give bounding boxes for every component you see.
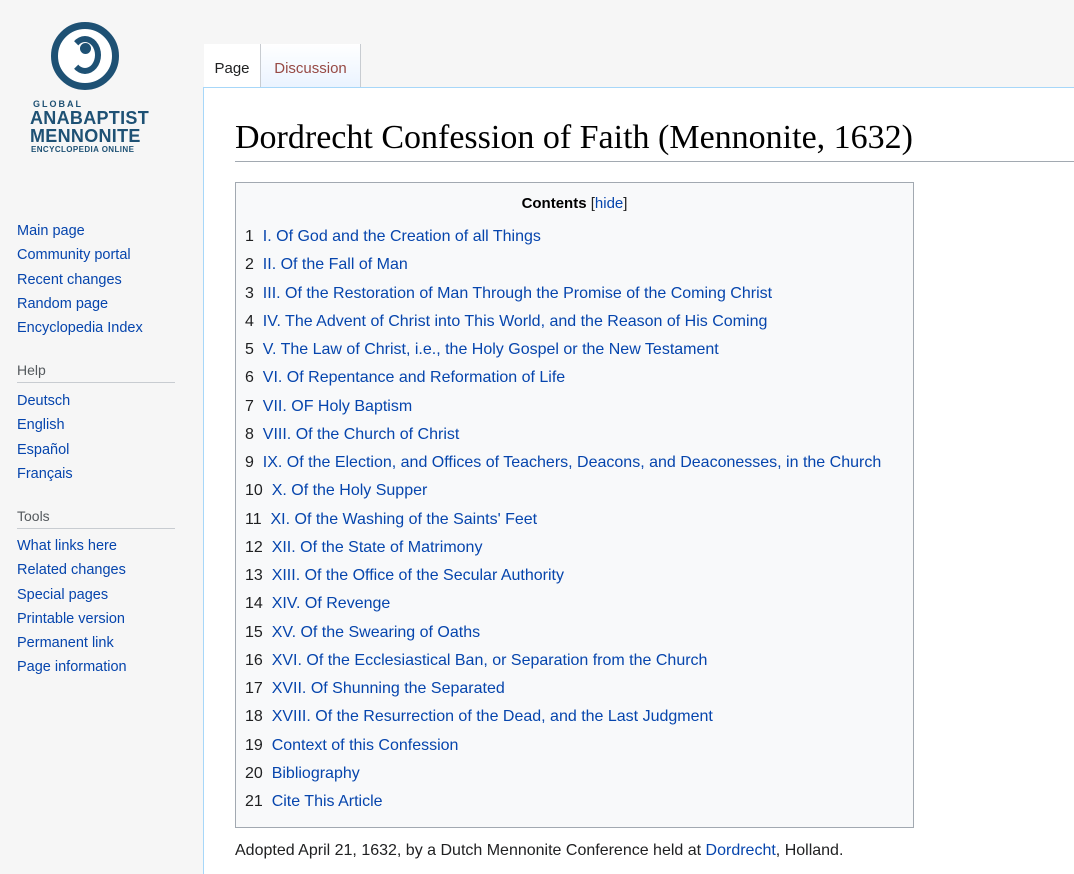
toc-item[interactable] xyxy=(245,562,881,590)
nav-encyclopedia-index[interactable]: Encyclopedia Index xyxy=(17,320,143,337)
nav-tools-heading: Tools xyxy=(17,508,175,529)
toc-item-link[interactable]: II. Of the Fall of Man xyxy=(262,256,408,274)
table-of-contents xyxy=(235,182,914,828)
nav-tools xyxy=(17,508,175,680)
toc-item-link[interactable]: XVI. Of the Ecclesiastical Ban, or Separation from the Church xyxy=(271,651,708,669)
nav-special-pages[interactable]: Special pages xyxy=(17,586,109,603)
nav-main-page[interactable]: Main page xyxy=(17,223,85,239)
toc-item-number: 3 xyxy=(245,284,254,302)
toc-item-number: 5 xyxy=(245,341,254,358)
logo-text-anabaptist: ANABAPTIST xyxy=(30,108,149,128)
toc-item[interactable] xyxy=(245,732,881,760)
nav-page-information[interactable]: Page information xyxy=(17,659,127,676)
toc-item-number: 21 xyxy=(245,793,263,810)
toc-item-link[interactable]: III. Of the Restoration of Man Through the Promise of the Coming Christ xyxy=(262,284,773,302)
toc-item-number: 1 xyxy=(245,228,254,245)
intro-text-before: Adopted April 21, 1632, by a Dutch Mennonite Conference held at xyxy=(235,842,706,859)
nav-related-changes[interactable]: Related changes xyxy=(17,562,126,579)
toc-item-link[interactable]: VII. OF Holy Baptism xyxy=(262,397,413,415)
toc-item-link[interactable]: IV. The Advent of Christ into This World, and the Reason of His Coming xyxy=(262,312,768,330)
toc-item-number: 14 xyxy=(245,595,263,613)
toc-item[interactable] xyxy=(245,223,881,251)
nav-random-page[interactable]: Random page xyxy=(17,295,109,312)
dordrecht-link[interactable]: Dordrecht xyxy=(705,842,776,859)
toc-item[interactable] xyxy=(245,421,881,449)
nav-what-links-here[interactable]: What links here xyxy=(17,538,117,554)
nav-community-portal[interactable]: Community portal xyxy=(17,247,131,264)
logo-spiral-icon xyxy=(69,36,101,74)
nav-main xyxy=(17,219,175,340)
toc-item-number: 12 xyxy=(245,538,263,556)
site-logo[interactable] xyxy=(28,22,160,162)
toc-bracket-open: [ xyxy=(590,195,595,212)
toc-item-link[interactable]: Cite This Article xyxy=(271,793,383,810)
logo-text-encyclopedia: ENCYCLOPEDIA ONLINE xyxy=(31,145,135,154)
toc-item-link[interactable]: Context of this Confession xyxy=(271,736,459,754)
toc-item-link[interactable]: XIV. Of Revenge xyxy=(271,595,391,613)
toc-item-number: 17 xyxy=(245,680,263,697)
toc-item-link[interactable]: XII. Of the State of Matrimony xyxy=(271,538,483,556)
tab-page[interactable]: Page xyxy=(204,44,261,88)
toc-item[interactable] xyxy=(245,251,881,279)
toc-item-number: 6 xyxy=(245,369,254,387)
nav-help-heading: Help xyxy=(17,362,175,383)
toc-item-link[interactable]: X. Of the Holy Supper xyxy=(271,482,428,500)
toc-item-number: 11 xyxy=(245,510,262,528)
toc-item[interactable] xyxy=(245,703,881,731)
toc-item-number: 20 xyxy=(245,764,263,782)
toc-item[interactable] xyxy=(245,449,881,477)
toc-item[interactable] xyxy=(245,760,881,788)
intro-paragraph xyxy=(235,842,843,860)
toc-item[interactable] xyxy=(245,308,881,336)
nav-recent-changes[interactable]: Recent changes xyxy=(17,271,122,288)
toc-item-number: 7 xyxy=(245,397,254,415)
page-title: Dordrecht Confession of Faith (Mennonite, 1632) xyxy=(235,119,1074,162)
toc-item[interactable] xyxy=(245,364,881,392)
nav-lang-espanol[interactable]: Español xyxy=(17,441,70,458)
content-area xyxy=(203,87,1074,874)
toc-item[interactable] xyxy=(245,336,881,364)
logo-text-global: GLOBAL xyxy=(33,99,83,109)
nav-lang-francais[interactable]: Français xyxy=(17,465,73,482)
toc-item-link[interactable]: IX. Of the Election, and Offices of Teachers, Deacons, and Deaconesses, in the Church xyxy=(262,454,882,471)
toc-item-link[interactable]: VIII. Of the Church of Christ xyxy=(262,425,460,443)
toc-hide-toggle[interactable]: hide xyxy=(594,195,624,212)
nav-help xyxy=(17,362,175,486)
toc-bracket-close: ] xyxy=(623,195,628,212)
toc-item-link[interactable]: XI. Of the Washing of the Saints' Feet xyxy=(270,510,538,528)
toc-item-link[interactable]: XVII. Of Shunning the Separated xyxy=(271,680,505,697)
toc-item[interactable] xyxy=(245,477,881,505)
toc-item-number: 10 xyxy=(245,482,263,500)
toc-item[interactable] xyxy=(245,506,881,534)
toc-item-number: 4 xyxy=(245,312,254,330)
toc-item[interactable] xyxy=(245,619,881,647)
toc-item-number: 9 xyxy=(245,454,254,471)
toc-item-link[interactable]: Bibliography xyxy=(271,764,360,782)
nav-printable-version[interactable]: Printable version xyxy=(17,610,125,627)
toc-item-number: 19 xyxy=(245,736,263,754)
toc-item[interactable] xyxy=(245,280,881,308)
toc-item-number: 8 xyxy=(245,425,254,443)
toc-item[interactable] xyxy=(245,647,881,675)
toc-item-link[interactable]: VI. Of Repentance and Reformation of Life xyxy=(262,369,566,387)
logo-text-mennonite: MENNONITE xyxy=(30,126,141,146)
logo-dove-icon xyxy=(80,43,91,54)
tab-discussion[interactable]: Discussion xyxy=(261,44,361,88)
toc-item[interactable] xyxy=(245,393,881,421)
toc-item-link[interactable]: XVIII. Of the Resurrection of the Dead, and the Last Judgment xyxy=(271,708,713,726)
toc-item-link[interactable]: XV. Of the Swearing of Oaths xyxy=(271,623,481,641)
toc-item[interactable] xyxy=(245,675,881,703)
toc-list xyxy=(245,223,881,816)
toc-item[interactable] xyxy=(245,534,881,562)
intro-text-after: , Holland. xyxy=(775,842,844,859)
toc-item-number: 16 xyxy=(245,651,263,669)
toc-title: Contents xyxy=(521,195,587,212)
nav-permanent-link[interactable]: Permanent link xyxy=(17,635,114,652)
toc-item[interactable] xyxy=(245,788,881,816)
toc-item-link[interactable]: I. Of God and the Creation of all Things xyxy=(262,228,541,245)
nav-lang-english[interactable]: English xyxy=(17,417,65,434)
toc-item-number: 13 xyxy=(245,567,263,584)
toc-item[interactable] xyxy=(245,590,881,618)
toc-item-number: 18 xyxy=(245,708,263,726)
toc-header xyxy=(236,195,913,212)
toc-item-link[interactable]: XIII. Of the Office of the Secular Authority xyxy=(271,567,564,584)
nav-lang-deutsch[interactable]: Deutsch xyxy=(17,393,71,409)
toc-item-link[interactable]: V. The Law of Christ, i.e., the Holy Gospel or the New Testament xyxy=(262,341,719,358)
toc-item-number: 2 xyxy=(245,256,254,274)
toc-item-number: 15 xyxy=(245,623,263,641)
